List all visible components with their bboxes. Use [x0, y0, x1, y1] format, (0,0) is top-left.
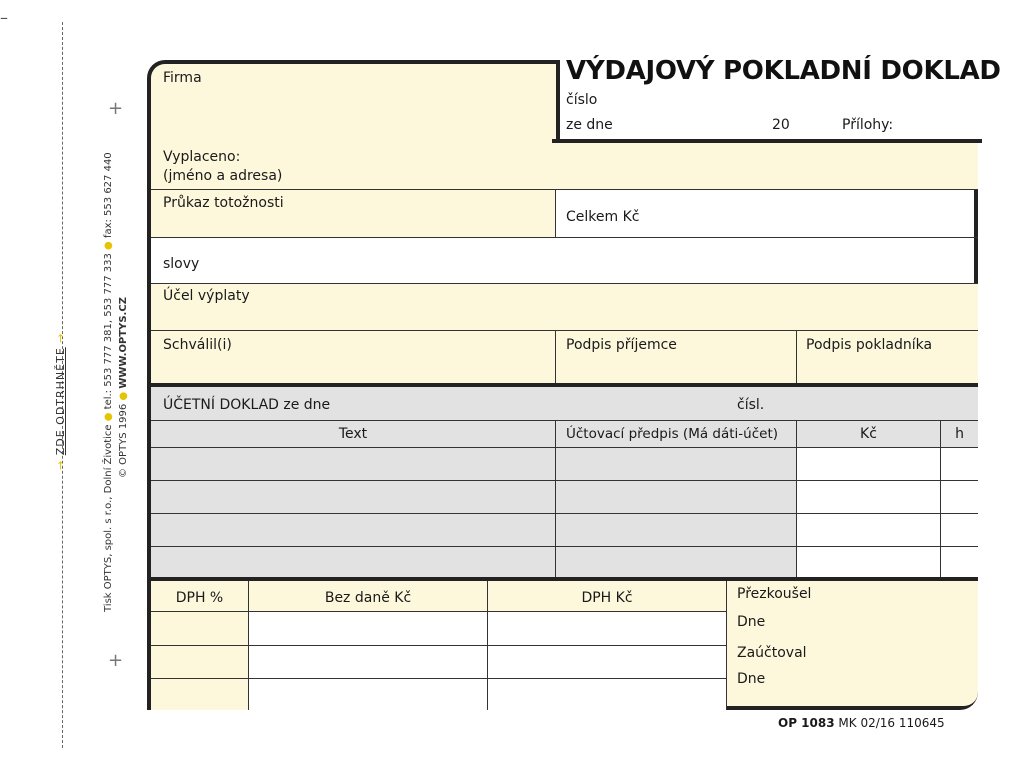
arrow-icon: →: [54, 459, 67, 470]
podpis-prijemce-label: Podpis příjemce: [566, 337, 677, 353]
printer-name: Tisk OPTYS, spol. s r.o., Dolní Životice: [103, 424, 114, 612]
form-code-bold: OP 1083: [778, 716, 835, 730]
ucel-label: Účel výplaty: [163, 288, 250, 304]
vyplaceno-label-1: Vyplaceno:: [163, 149, 241, 165]
crosshair-bottom-icon: +: [108, 650, 124, 671]
prukaz-label: Průkaz totožnosti: [163, 195, 284, 211]
col-text: Text: [338, 426, 368, 442]
firma-label: Firma: [163, 70, 202, 86]
dne1-label: Dne: [737, 614, 766, 630]
tear-here-text: ZDE ODTRHNĚTE: [54, 347, 67, 456]
col-bez-dane: Bez daně Kč: [324, 590, 412, 606]
prilohy-label: Přílohy:: [842, 117, 894, 133]
col-h: h: [955, 426, 964, 442]
ze-dne-label: ze dne: [566, 117, 613, 133]
slovy-field[interactable]: [151, 238, 978, 283]
copyright-info: [118, 297, 129, 478]
form-code: [778, 716, 945, 730]
year-label: 20: [772, 117, 790, 133]
col-predpis: Účtovací předpis (Má dáti-účet): [566, 426, 779, 442]
zauctoval-label: Zaúčtoval: [737, 645, 807, 661]
cisl-label: čísl.: [737, 397, 765, 413]
printer-fax: fax: 553 627 440: [103, 152, 114, 239]
firma-box[interactable]: [147, 60, 560, 144]
col-dph-procent: DPH %: [175, 590, 224, 606]
website-text: WWW.OPTYS.CZ: [118, 297, 129, 389]
dne2-label: Dne: [737, 671, 766, 687]
top-dash: –: [0, 8, 8, 27]
schvalil-label: Schválil(i): [163, 337, 232, 353]
col-dph-kc: DPH Kč: [581, 590, 633, 606]
col-kc: Kč: [860, 426, 877, 442]
document-title: VÝDAJOVÝ POKLADNÍ DOKLAD: [566, 56, 1001, 86]
crosshair-top-icon: +: [108, 98, 124, 119]
tear-here-label: [54, 332, 67, 470]
vyplaceno-label-2: (jméno a adresa): [163, 168, 283, 184]
form-code-rest: MK 02/16 110645: [838, 716, 945, 730]
celkem-label: Celkem Kč: [566, 209, 640, 225]
dot-icon: ●: [118, 391, 129, 401]
arrow-icon: →: [54, 332, 67, 343]
ucel-field[interactable]: [151, 284, 978, 330]
prezkousel-label: Přezkoušel: [737, 586, 812, 602]
printer-info: [103, 152, 114, 612]
dot-icon: ●: [103, 241, 114, 250]
ucetni-header-label: ÚČETNÍ DOKLAD ze dne: [163, 397, 331, 413]
copyright-text: © OPTYS 1996: [118, 403, 129, 478]
dph-procent-cells[interactable]: [151, 612, 248, 710]
slovy-label: slovy: [163, 256, 200, 272]
printer-phone: tel.: 553 777 381, 553 777 333: [103, 253, 114, 410]
dot-icon: ●: [103, 412, 114, 422]
cislo-label: číslo: [566, 92, 598, 108]
podpis-pokladnika-label: Podpis pokladníka: [806, 337, 933, 353]
